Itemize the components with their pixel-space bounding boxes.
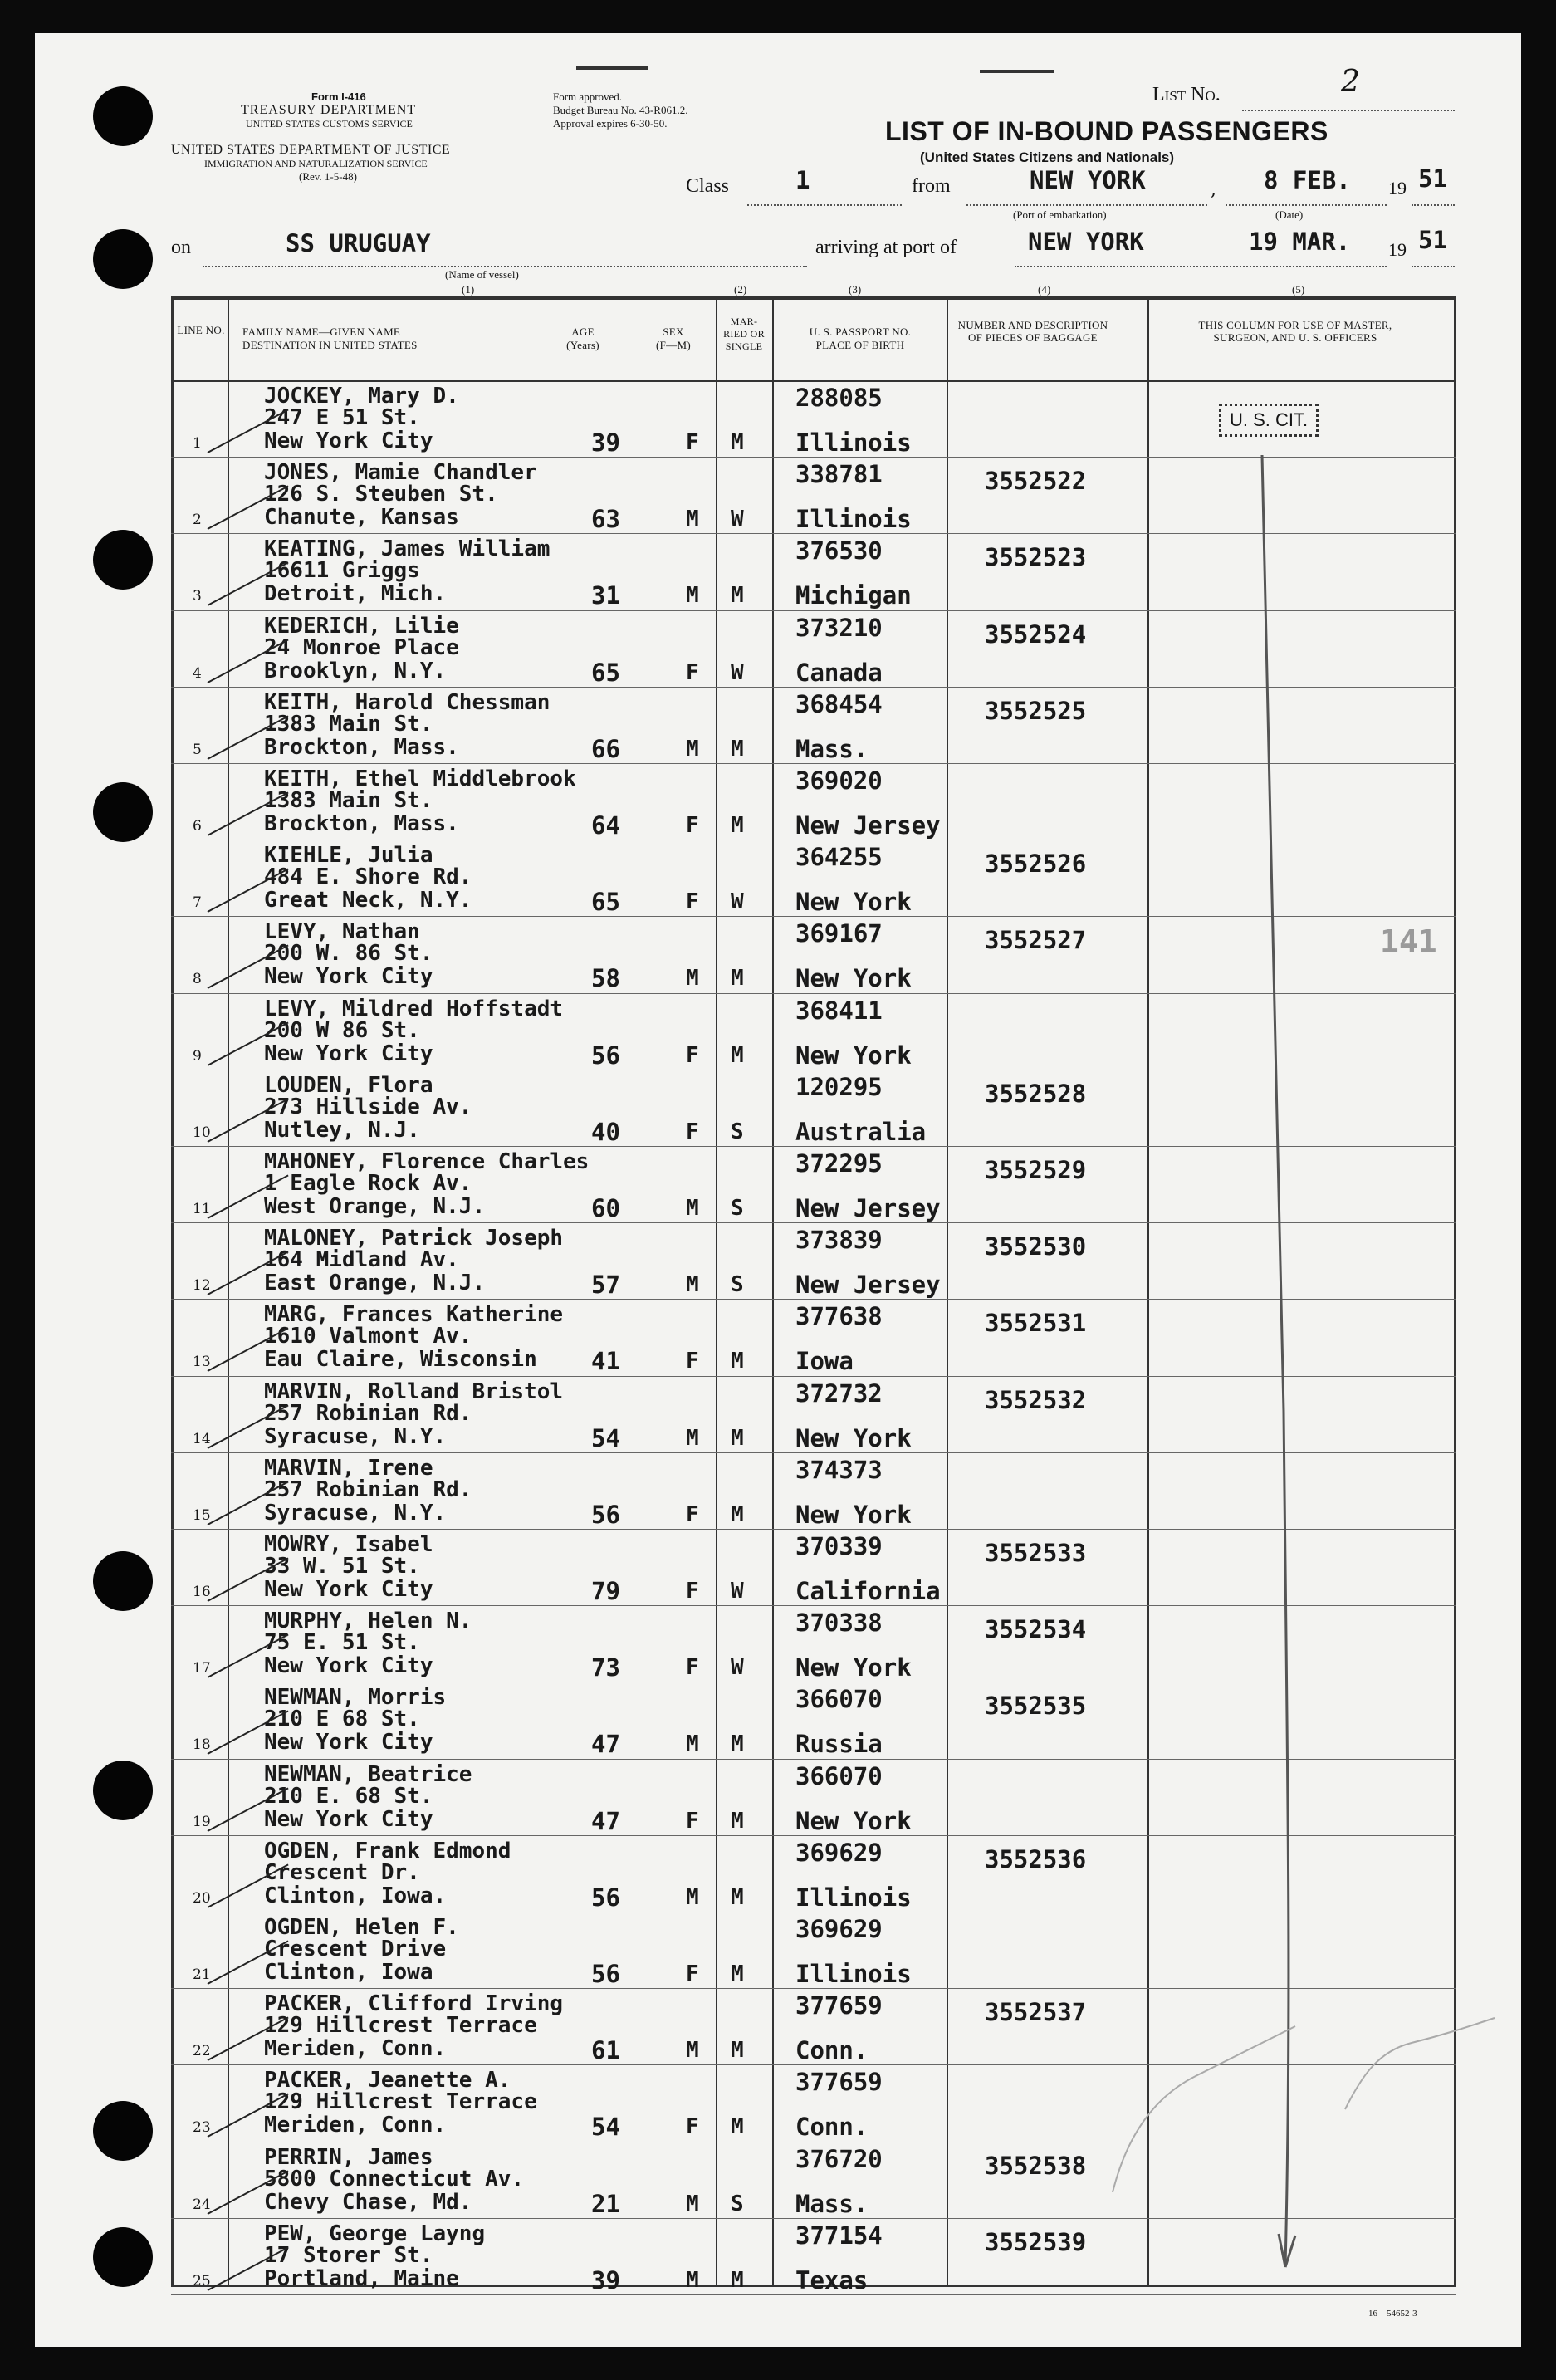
marital-status: M <box>731 1731 744 1757</box>
place-of-birth: Iowa <box>795 1347 854 1376</box>
destination-city: Chanute, Kansas <box>264 505 459 531</box>
passenger-name: MARG, Frances Katherine <box>264 1302 564 1328</box>
passenger-name: NEWMAN, Beatrice <box>264 1761 472 1787</box>
destination-street: Crescent Drive <box>264 1937 447 1961</box>
baggage-number: 3552528 <box>985 1079 1087 1108</box>
col-num-5: (5) <box>1292 283 1305 296</box>
passport-number: 373210 <box>795 613 883 642</box>
passport-number: 373839 <box>795 1226 883 1255</box>
destination-street: 1383 Main St. <box>264 788 433 813</box>
place-of-birth: New York <box>795 888 912 917</box>
baggage-number: 3552535 <box>985 1692 1087 1721</box>
age: 47 <box>591 1730 620 1759</box>
marital-status: S <box>731 1196 744 1221</box>
place-of-birth: New York <box>795 1041 912 1070</box>
passport-number: 368454 <box>795 689 883 718</box>
destination-street: 129 Hillcrest Terrace <box>264 2013 537 2039</box>
sex: F <box>686 889 699 915</box>
header-passport: U. S. PASSPORT NO. <box>809 326 912 338</box>
destination-street: 1383 Main St. <box>264 711 433 737</box>
immigration-service: IMMIGRATION AND NATURALIZATION SERVICE <box>204 158 428 169</box>
passport-number: 369629 <box>795 1915 883 1943</box>
date-caption: (Date) <box>1275 208 1304 221</box>
passport-number: 288085 <box>795 384 883 412</box>
line-number: 13 <box>193 1354 211 1371</box>
age: 39 <box>591 428 620 457</box>
line-number: 20 <box>193 1889 211 1907</box>
passenger-name: KIEHLE, Julia <box>264 843 433 869</box>
sex: F <box>686 1119 699 1144</box>
place-of-birth: Michigan <box>795 581 912 610</box>
baggage-number: 3552523 <box>985 543 1087 572</box>
sex: F <box>686 1655 699 1681</box>
line-number: 24 <box>193 2196 211 2213</box>
line-number: 2 <box>193 512 202 529</box>
destination-city: Portland, Maine <box>264 2265 459 2291</box>
year-value: 51 <box>1418 164 1447 193</box>
header-line-no: LINE NO. <box>177 324 225 336</box>
passport-number: 372732 <box>795 1379 883 1408</box>
age: 64 <box>591 811 620 840</box>
destination-street: 210 E. 68 St. <box>264 1783 433 1809</box>
baggage-number: 3552526 <box>985 850 1087 879</box>
col-num-2: (2) <box>734 283 747 296</box>
destination-city: West Orange, N.J. <box>264 1194 486 1219</box>
embarkation-port: NEW YORK <box>1030 166 1146 194</box>
baggage-number: 3552537 <box>985 1998 1087 2027</box>
col-num-1: (1) <box>462 283 475 296</box>
baggage-number: 3552527 <box>985 926 1087 955</box>
place-of-birth: California <box>795 1577 941 1605</box>
sex: M <box>686 1272 699 1298</box>
line-number: 11 <box>193 1201 211 1217</box>
place-of-birth: Illinois <box>795 428 912 457</box>
baggage-number: 3552532 <box>985 1385 1087 1414</box>
destination-city: Meriden, Conn. <box>264 2113 447 2138</box>
passenger-name: LEVY, Nathan <box>264 919 420 945</box>
passenger-name: KEITH, Harold Chessman <box>264 689 550 715</box>
arrival-date: 19 MAR. <box>1249 228 1351 256</box>
baggage-number: 3552538 <box>985 2151 1087 2180</box>
passenger-name: JOCKEY, Mary D. <box>264 384 459 409</box>
header-age: AGE <box>571 326 595 338</box>
budget-bureau-no: Budget Bureau No. 43-R061.2. <box>553 104 688 116</box>
marital-status: S <box>731 2191 744 2216</box>
header-sex-sub: (F—M) <box>656 339 691 351</box>
passenger-name: PACKER, Jeanette A. <box>264 2068 511 2094</box>
treasury-department: TREASURY DEPARTMENT <box>241 103 417 117</box>
revision-date: (Rev. 1-5-48) <box>299 170 357 183</box>
from-label: from <box>912 175 951 197</box>
place-of-birth: New York <box>795 1806 912 1835</box>
destination-street: 129 Hillcrest Terrace <box>264 2089 537 2115</box>
col-num-3: (3) <box>849 283 862 296</box>
destination-street: 33 W. 51 St. <box>264 1554 420 1579</box>
sex: F <box>686 1349 699 1374</box>
passenger-name: MAHONEY, Florence Charles <box>264 1149 590 1174</box>
arrival-port: NEW YORK <box>1028 228 1144 256</box>
marital-status: W <box>731 1579 744 1604</box>
line-number: 22 <box>193 2043 211 2060</box>
passenger-name: LOUDEN, Flora <box>264 1072 433 1098</box>
destination-city: Great Neck, N.Y. <box>264 888 472 913</box>
passport-number: 370339 <box>795 1532 883 1560</box>
place-of-birth: Texas <box>795 2265 869 2294</box>
age: 21 <box>591 2189 620 2218</box>
age: 39 <box>591 2265 620 2294</box>
col-num-4: (4) <box>1038 283 1051 296</box>
passenger-name: OGDEN, Frank Edmond <box>264 1838 511 1863</box>
destination-street: 200 W. 86 St. <box>264 941 433 967</box>
line-number: 9 <box>193 1047 202 1065</box>
line-number: 18 <box>193 1736 211 1754</box>
list-no-value: 2 <box>1341 65 1360 99</box>
sex: F <box>686 1579 699 1604</box>
destination-city: New York City <box>264 428 433 453</box>
passport-number: 368411 <box>795 996 883 1025</box>
marital-status: M <box>731 736 744 762</box>
destination-street: 1 Eagle Rock Av. <box>264 1171 472 1196</box>
destination-city: Clinton, Iowa. <box>264 1883 447 1908</box>
line-number: 25 <box>193 2272 211 2289</box>
vessel-name: SS URUGUAY <box>286 229 431 257</box>
header-name: FAMILY NAME—GIVEN NAME <box>242 326 401 338</box>
passport-number: 376530 <box>795 536 883 566</box>
baggage-number: 3552529 <box>985 1156 1087 1184</box>
marital-status: M <box>731 813 744 838</box>
destination-city: Detroit, Mich. <box>264 581 447 607</box>
marital-status: S <box>731 1119 744 1144</box>
destination-city: New York City <box>264 1577 433 1602</box>
marital-status: M <box>731 2114 744 2140</box>
embarkation-date: 8 FEB. <box>1264 166 1351 194</box>
place-of-birth: Mass. <box>795 2189 869 2218</box>
marital-status: W <box>731 889 744 915</box>
sex: M <box>686 1731 699 1757</box>
sex: F <box>686 1501 699 1527</box>
passenger-name: MALONEY, Patrick Joseph <box>264 1226 564 1251</box>
year-prefix: 19 <box>1388 239 1407 260</box>
age: 63 <box>591 505 620 534</box>
sex: M <box>686 1196 699 1221</box>
passenger-name: NEWMAN, Morris <box>264 1685 447 1711</box>
passport-number: 369167 <box>795 919 883 948</box>
comma: , <box>1211 179 1216 200</box>
marital-status: W <box>731 1655 744 1681</box>
passenger-name: MOWRY, Isabel <box>264 1532 433 1557</box>
marital-status: M <box>731 1425 744 1451</box>
destination-street: 24 Monroe Place <box>264 634 459 660</box>
passport-number: 366070 <box>795 1685 883 1714</box>
marital-status: M <box>731 430 744 455</box>
line-number: 14 <box>193 1430 211 1447</box>
age: 56 <box>591 1883 620 1912</box>
place-of-birth: New York <box>795 964 912 993</box>
destination-street: 257 Robinian Rd. <box>264 1476 472 1502</box>
destination-street: 273 Hillside Av. <box>264 1094 472 1119</box>
age: 66 <box>591 734 620 763</box>
class-label: Class <box>686 175 730 197</box>
baggage-number: 3552533 <box>985 1539 1087 1567</box>
header-age-sub: (Years) <box>566 339 599 351</box>
sex: F <box>686 659 699 685</box>
line-number: 8 <box>193 971 202 988</box>
destination-street: 75 E. 51 St. <box>264 1630 420 1656</box>
marital-status: M <box>731 583 744 609</box>
line-number: 7 <box>193 894 202 912</box>
sex: F <box>686 813 699 838</box>
place-of-birth: New Jersey <box>795 1194 941 1222</box>
destination-street: 1610 Valmont Av. <box>264 1324 472 1349</box>
passport-number: 377659 <box>795 1991 883 2020</box>
place-of-birth: New York <box>795 1653 912 1682</box>
header-married: MAR-RIED OR SINGLE <box>723 316 765 352</box>
passport-number: 376720 <box>795 2144 883 2173</box>
line-number: 12 <box>193 1277 211 1295</box>
on-label: on <box>171 237 191 258</box>
sex: M <box>686 966 699 992</box>
destination-street: 247 E 51 St. <box>264 405 420 430</box>
document-subtitle: (United States Citizens and Nationals) <box>920 149 1175 165</box>
age: 65 <box>591 658 620 687</box>
place-of-birth: Illinois <box>795 1960 912 1988</box>
age: 56 <box>591 1960 620 1988</box>
passenger-name: PACKER, Clifford Irving <box>264 1991 564 2017</box>
line-number: 10 <box>193 1124 211 1141</box>
sex: M <box>686 1425 699 1451</box>
marital-status: M <box>731 1884 744 1910</box>
document-title: LIST OF IN-BOUND PASSENGERS <box>885 116 1328 146</box>
passenger-name: OGDEN, Helen F. <box>264 1915 459 1940</box>
us-citizen-stamp: U. S. CIT. <box>1219 404 1319 437</box>
department-of-justice: UNITED STATES DEPARTMENT OF JUSTICE <box>171 143 451 157</box>
header-officers: THIS COLUMN FOR USE OF MASTER, SURGEON, AND U. S. OFFICERS <box>1198 319 1392 344</box>
marital-status: M <box>731 1808 744 1834</box>
passenger-name: KEATING, James William <box>264 536 550 562</box>
destination-city: Eau Claire, Wisconsin <box>264 1347 537 1373</box>
marital-status: M <box>731 966 744 992</box>
destination-city: Meriden, Conn. <box>264 2036 447 2062</box>
destination-city: New York City <box>264 1653 433 1679</box>
marital-status: S <box>731 1272 744 1298</box>
destination-street: 164 Midland Av. <box>264 1247 459 1273</box>
marital-status: W <box>731 507 744 532</box>
baggage-number: 3552524 <box>985 619 1087 649</box>
place-of-birth: Conn. <box>795 2113 869 2142</box>
place-of-birth: Mass. <box>795 734 869 763</box>
destination-city: Clinton, Iowa <box>264 1960 433 1985</box>
sex: M <box>686 2191 699 2216</box>
passenger-name: LEVY, Mildred Hoffstadt <box>264 996 564 1021</box>
destination-city: New York City <box>264 1730 433 1756</box>
destination-city: New York City <box>264 1041 433 1066</box>
year-prefix: 19 <box>1388 178 1407 198</box>
passport-number: 374373 <box>795 1455 883 1484</box>
age: 56 <box>591 1041 620 1070</box>
baggage-number: 3552530 <box>985 1232 1087 1261</box>
sex: M <box>686 1884 699 1910</box>
age: 56 <box>591 1500 620 1529</box>
passenger-name: JONES, Mamie Chandler <box>264 460 537 486</box>
passenger-name: PEW, George Layng <box>264 2221 486 2246</box>
age: 65 <box>591 888 620 917</box>
place-of-birth: Illinois <box>795 505 912 534</box>
header-sex: SEX <box>663 326 684 338</box>
age: 54 <box>591 2113 620 2142</box>
passenger-name: MARVIN, Irene <box>264 1455 433 1481</box>
sex: F <box>686 2114 699 2140</box>
header-baggage: NUMBER AND DESCRIPTION OF PIECES OF BAGGAGE <box>957 319 1108 344</box>
sex: F <box>686 1808 699 1834</box>
baggage-number: 3552522 <box>985 467 1087 496</box>
passport-number: 377638 <box>795 1302 883 1331</box>
age: 73 <box>591 1653 620 1682</box>
passport-number: 364255 <box>795 843 883 872</box>
form-approved: Form approved. <box>553 91 623 103</box>
place-of-birth: Conn. <box>795 2036 869 2065</box>
passport-number: 366070 <box>795 1761 883 1790</box>
age: 41 <box>591 1347 620 1376</box>
header-destination: DESTINATION IN UNITED STATES <box>242 339 418 351</box>
place-of-birth: Russia <box>795 1730 883 1759</box>
passenger-name: KEITH, Ethel Middlebrook <box>264 766 576 791</box>
destination-city: Brooklyn, N.Y. <box>264 658 447 683</box>
place-of-birth: Canada <box>795 658 883 687</box>
destination-street: 17 Storer St. <box>264 2242 433 2268</box>
line-number: 17 <box>193 1660 211 1677</box>
line-number: 5 <box>193 741 202 758</box>
passenger-name: KEDERICH, Lilie <box>264 613 459 639</box>
sex: F <box>686 430 699 455</box>
destination-city: East Orange, N.J. <box>264 1271 486 1296</box>
age: 79 <box>591 1577 620 1605</box>
line-number: 15 <box>193 1506 211 1524</box>
line-number: 4 <box>193 664 202 682</box>
age: 61 <box>591 2036 620 2065</box>
age: 54 <box>591 1423 620 1452</box>
baggage-number: 3552531 <box>985 1309 1087 1338</box>
age: 57 <box>591 1271 620 1300</box>
age: 31 <box>591 581 620 610</box>
marital-status: M <box>731 2038 744 2064</box>
sex: M <box>686 2267 699 2293</box>
baggage-number: 3552536 <box>985 1844 1087 1873</box>
destination-city: Brockton, Mass. <box>264 811 459 836</box>
destination-street: 484 E. Shore Rd. <box>264 864 472 890</box>
marital-status: M <box>731 1501 744 1527</box>
header-birthplace: PLACE OF BIRTH <box>815 339 905 351</box>
destination-city: Brockton, Mass. <box>264 734 459 760</box>
passport-number: 377154 <box>795 2221 883 2250</box>
passport-number: 338781 <box>795 460 883 489</box>
sex: M <box>686 583 699 609</box>
marital-status: M <box>731 1961 744 1986</box>
sex: M <box>686 2038 699 2064</box>
passport-number: 370338 <box>795 1609 883 1638</box>
approval-expires: Approval expires 6-30-50. <box>553 117 668 130</box>
sex: M <box>686 736 699 762</box>
line-number: 23 <box>193 2119 211 2137</box>
marital-status: M <box>731 2267 744 2293</box>
destination-street: 16611 Griggs <box>264 558 420 584</box>
baggage-number: 3552539 <box>985 2227 1087 2256</box>
place-of-birth: New York <box>795 1500 912 1529</box>
age: 40 <box>591 1117 620 1146</box>
baggage-number: 3552534 <box>985 1615 1087 1644</box>
place-of-birth: Illinois <box>795 1883 912 1912</box>
port-of-embarkation-caption: (Port of embarkation) <box>1013 208 1107 221</box>
destination-street: Crescent Dr. <box>264 1859 420 1885</box>
destination-city: Nutley, N.J. <box>264 1117 420 1143</box>
sex: F <box>686 1042 699 1068</box>
customs-service: UNITED STATES CUSTOMS SERVICE <box>246 118 413 130</box>
destination-street: 5800 Connecticut Av. <box>264 2166 525 2191</box>
side-number: 141 <box>1380 923 1437 960</box>
passport-number: 369629 <box>795 1838 883 1867</box>
destination-city: New York City <box>264 964 433 990</box>
destination-city: Chevy Chase, Md. <box>264 2189 472 2215</box>
age: 58 <box>591 964 620 993</box>
place-of-birth: New York <box>795 1423 912 1452</box>
sex: F <box>686 1961 699 1986</box>
passenger-name: MURPHY, Helen N. <box>264 1609 472 1634</box>
list-no-label: List No. <box>1152 84 1221 105</box>
destination-street: 126 S. Steuben St. <box>264 482 498 507</box>
destination-city: Syracuse, N.Y. <box>264 1423 447 1449</box>
line-number: 21 <box>193 1966 211 1983</box>
destination-city: New York City <box>264 1806 433 1832</box>
passport-number: 120295 <box>795 1072 883 1101</box>
place-of-birth: New Jersey <box>795 1271 941 1300</box>
arriving-label: arriving at port of <box>815 237 957 258</box>
age: 60 <box>591 1194 620 1222</box>
destination-street: 257 Robinian Rd. <box>264 1400 472 1426</box>
marital-status: M <box>731 1042 744 1068</box>
destination-city: Syracuse, N.Y. <box>264 1500 447 1525</box>
age: 47 <box>591 1806 620 1835</box>
form-number: Form I-416 <box>311 91 366 103</box>
marital-status: W <box>731 659 744 685</box>
passenger-name: MARVIN, Rolland Bristol <box>264 1379 564 1404</box>
destination-street: 200 W 86 St. <box>264 1017 420 1043</box>
passport-number: 372295 <box>795 1149 883 1178</box>
arrival-year: 51 <box>1418 226 1447 254</box>
footer-code: 16—54652-3 <box>1368 2309 1417 2319</box>
place-of-birth: Australia <box>795 1117 927 1146</box>
line-number: 3 <box>193 588 202 605</box>
vessel-caption: (Name of vessel) <box>445 268 519 281</box>
passport-number: 377659 <box>795 2068 883 2097</box>
line-number: 1 <box>193 435 202 452</box>
class-value: 1 <box>795 166 810 194</box>
line-number: 6 <box>193 818 202 835</box>
passenger-name: PERRIN, James <box>264 2144 433 2170</box>
sex: M <box>686 507 699 532</box>
destination-street: 210 E 68 St. <box>264 1707 420 1732</box>
line-number: 19 <box>193 1813 211 1830</box>
line-number: 16 <box>193 1584 211 1600</box>
marital-status: M <box>731 1349 744 1374</box>
place-of-birth: New Jersey <box>795 811 941 840</box>
baggage-number: 3552525 <box>985 696 1087 725</box>
passport-number: 369020 <box>795 766 883 795</box>
